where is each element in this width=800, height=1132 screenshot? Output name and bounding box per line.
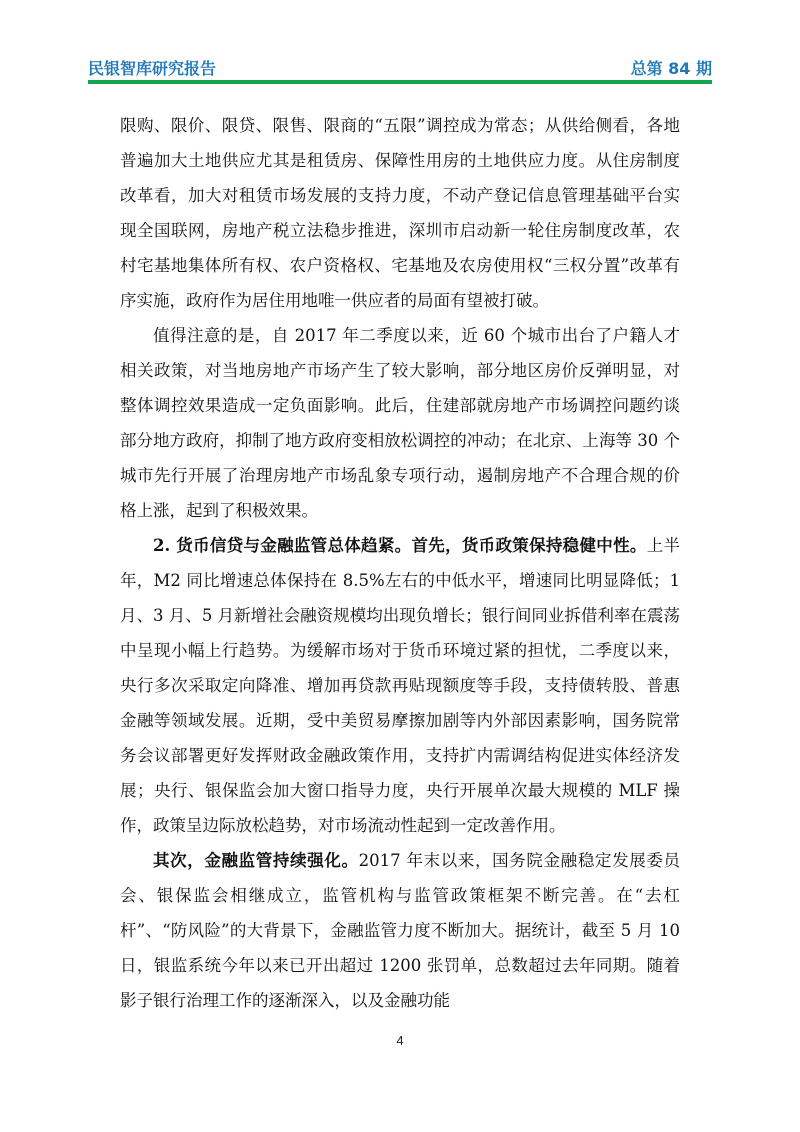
paragraph (120, 108, 680, 318)
paragraph (120, 843, 680, 1018)
paragraph (120, 528, 680, 843)
issue-number: 总第 84 期 (630, 59, 712, 78)
report-header (88, 56, 712, 80)
paragraph-text: 限购、限价、限贷、限售、限商的“五限”调控成为常态；从供给侧看，各地普遍加大土地供应尤其是租赁房、保障性用房的土地供应力度。从住房制度改革看，加大对租赁市场发展的支持力度，不动产登记信息管理基础平台实现全国联网，房地产税立法稳步推进，深圳市启动新一轮住房制度改革，农村宅基地集体所有权、农户资格权、宅基地及农房使用权“三权分置”改革有序实施，政府作为居住用地唯一供应者的局面有望被打破。 (120, 116, 680, 310)
page-number: 4 (396, 1033, 404, 1048)
paragraph-lead: 其次，金融监管持续强化。 (153, 851, 359, 870)
body-text (120, 108, 680, 1018)
paragraph (120, 318, 680, 528)
paragraph-lead: 2. 货币信贷与金融监管总体趋紧。首先，货币政策保持稳健中性。 (153, 536, 647, 555)
paragraph-text: 上半年，M2 同比增速总体保持在 8.5%左右的中低水平，增速同比明显降低；1 月、3 月、5 月新增社会融资规模均出现负增长；银行间同业拆借利率在震荡中呈现小幅上行趋势。为缓解市场对于货币环境过紧的担忧，二季度以来，央行多次采取定向降准、增加再贷款再贴现额度等手段，支持债转股、普惠金融等领域发展。近期，受中美贸易摩擦加剧等内外部因素影响，国务院常务会议部署更好发挥财政金融政策作用，支持扩内需调结构促进实体经济发展；央行、银保监会加大窗口指导力度，央行开展单次最大规模的 MLF 操作，政策呈边际放松趋势，对市场流动性起到一定改善作用。 (120, 536, 680, 835)
paragraph-text: 值得注意的是，自 2017 年二季度以来，近 60 个城市出台了户籍人才相关政策，对当地房地产市场产生了较大影响，部分地区房价反弹明显，对整体调控效果造成一定负面影响。此后，住建部就房地产市场调控问题约谈部分地方政府，抑制了地方政府变相放松调控的冲动；在北京、上海等 30 个城市先行开展了治理房地产市场乱象专项行动，遏制房地产不合理合规的价格上涨，起到了积极效果。 (120, 326, 680, 520)
paragraph-text: 2017 年末以来，国务院金融稳定发展委员会、银保监会相继成立，监管机构与监管政策框架不断完善。在“去杠杆”、“防风险”的大背景下，金融监管力度不断加大。据统计，截至 5 月 10 日，银监系统今年以来已开出超过 1200 张罚单，总数超过去年同期。随着影子银行治理工作的逐渐深入，以及金融功能 (120, 851, 680, 1010)
header-divider (88, 80, 712, 84)
report-series-title: 民银智库研究报告 (88, 59, 217, 78)
